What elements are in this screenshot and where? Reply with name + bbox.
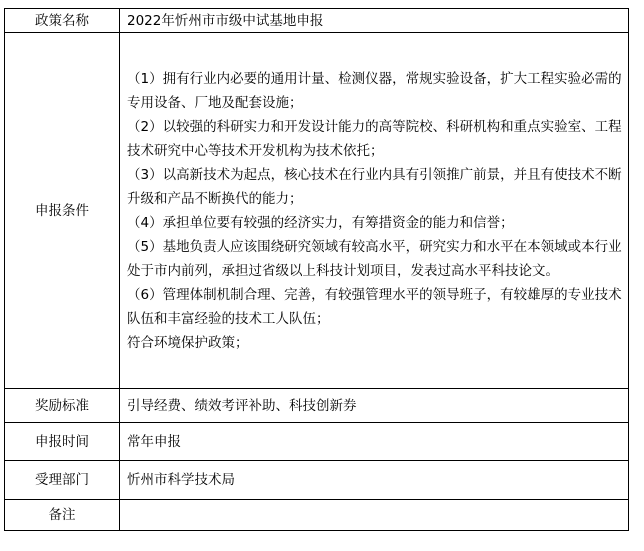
condition-item-1: （1）拥有行业内必要的通用计量、检测仪器，常规实验设备，扩大工程实验必需的专用设备、厂地及配套设施； (127, 70, 622, 111)
row-conditions (5, 33, 629, 389)
policy-table (4, 8, 629, 531)
row-reward (5, 389, 629, 423)
row-department (5, 461, 629, 500)
policy-name-label: 政策名称 (5, 9, 120, 33)
condition-item-7: 符合环境保护政策； (127, 334, 249, 351)
reward-value: 引导经费、绩效考评补助、科技创新券 (120, 389, 629, 423)
department-label: 受理部门 (5, 461, 120, 500)
apply-time-label: 申报时间 (5, 423, 120, 461)
note-value (120, 500, 629, 531)
apply-time-value: 常年申报 (120, 423, 629, 461)
condition-item-6: （6）管理体制机制合理、完善，有较强管理水平的领导班子，有较雄厚的专业技术队伍和丰富经验的技术工人队伍； (127, 286, 622, 327)
conditions-label: 申报条件 (5, 33, 120, 389)
department-value: 忻州市科学技术局 (120, 461, 629, 500)
condition-item-2: （2）以较强的科研实力和开发设计能力的高等院校、科研机构和重点实验室、工程技术研究中心等技术开发机构为技术依托； (127, 118, 622, 159)
reward-label: 奖励标准 (5, 389, 120, 423)
conditions-value (120, 33, 629, 389)
row-policy-name (5, 9, 629, 33)
condition-item-3: （3）以高新技术为起点，核心技术在行业内具有引领推广前景，并且有使技术不断升级和产品不断换代的能力； (127, 166, 622, 207)
condition-item-4: （4）承担单位要有较强的经济实力，有筹措资金的能力和信誉； (127, 214, 514, 231)
condition-item-5: （5）基地负责人应该围绕研究领域有较高水平，研究实力和水平在本领域或本行业处于市内前列，承担过省级以上科技计划项目，发表过高水平科技论文。 (127, 238, 622, 279)
row-apply-time (5, 423, 629, 461)
note-label: 备注 (5, 500, 120, 531)
policy-name-value: 2022年忻州市市级中试基地申报 (120, 9, 629, 33)
row-note (5, 500, 629, 531)
